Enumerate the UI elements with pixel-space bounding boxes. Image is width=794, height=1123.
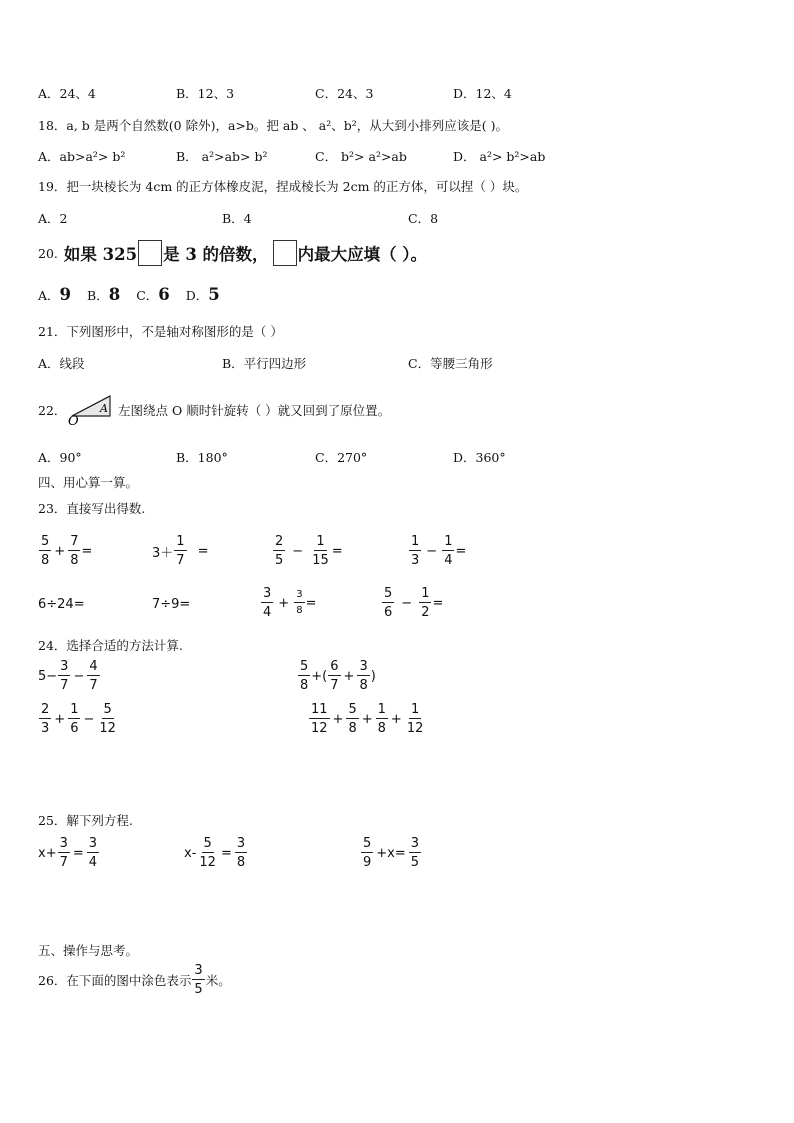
q22-option-a: A．90° [38,450,82,465]
q20-options [38,285,220,304]
q21-option-a: A．线段 [38,356,85,371]
q20-option-d-value: 5 [208,285,220,304]
q24-expr-1: 5− $\frac{3}{7}$ − $\frac{4}{7}$ [38,659,98,693]
q18-stem: 18．a, b 是两个自然数(0 除外)，a>b。把 ab 、 a²、b²，从大到小排列应该是( )。 [38,118,508,133]
q20-option-c-value: 6 [158,285,170,304]
q22-number: 22． [38,403,67,418]
rotation-figure-icon [66,390,116,426]
q23-expr-6: 7÷9= [152,597,191,612]
q22-option-b: B．180° [176,450,228,465]
q19-option-b: B．4 [222,211,252,226]
point-o-label: O [68,414,79,426]
q26-text-pre: 26．在下面的图中涂色表示 [38,973,192,988]
q23-stem: 23．直接写出得数. [38,501,146,516]
q20-stem [38,240,427,266]
q17-option-d: D．12、4 [453,86,512,101]
q20-number: 20. [38,245,58,261]
q26-text-post: 米。 [205,973,231,988]
point-a-label: A [100,402,108,415]
q19-option-a: A．2 [38,211,68,226]
q20-option-d-letter: D． [185,288,209,303]
q26-stem [38,964,231,996]
section-5-heading: 五、操作与思考。 [38,943,139,958]
q20-option-a-value: 9 [59,285,72,304]
q25-equation-1: x+ $\frac{3}{7}$ = $\frac{3}{4}$ [38,836,98,870]
q18-option-d: D． a²> b²>ab [453,149,546,164]
q20-option-c-letter: C． [136,288,159,303]
q23-expr-3: $\frac{2}{5}$ − $\frac{1}{15}$ = [275,534,343,568]
q20-text-1: 如果 325 [63,245,138,264]
q17-option-a: A．24、4 [38,86,96,101]
q20-option-b-value: 8 [108,285,121,304]
q20-text-2: 是 3 的倍数， [163,245,269,264]
q21-option-b: B．平行四边形 [222,356,307,371]
q25-equation-2: x- $\frac{5}{12}$ = $\frac{3}{8}$ [184,836,246,870]
q25-stem: 25．解下列方程. [38,813,133,828]
q24-expr-3: $\frac{2}{3}$ + $\frac{1}{6}$ − $\frac{5}{12}$ [41,702,116,736]
q18-option-a: A．ab>a²> b² [38,149,126,164]
q17-option-b: B．12、3 [176,86,235,101]
q17-option-c: C．24、3 [315,86,374,101]
q23-expr-2: 3＋ $\frac{1}{7}$ = [152,534,209,568]
q23-expr-4: $\frac{1}{3}$ − $\frac{1}{4}$ = [411,534,467,568]
section-4-heading: 四、用心算一算。 [38,475,139,490]
q22-option-d: D．360° [453,450,506,465]
q20-blank-box-2 [273,240,297,266]
q23-expr-8: $\frac{5}{6}$ − $\frac{1}{2}$ = [384,586,444,620]
q18-option-b: B． a²>ab> b² [176,149,268,164]
q20-option-b-letter: B． [87,288,109,303]
q20-option-a-letter: A． [38,288,60,303]
q22-stem: 左图绕点 O 顺时针旋转（ ）就又回到了原位置。 [118,403,391,418]
q24-expr-2: $\frac{5}{8}$ +( $\frac{6}{7}$ + $\frac{3}{8}$ ) [300,659,376,693]
q24-stem: 24．选择合适的方法计算. [38,638,183,653]
q19-stem: 19．把一块棱长为 4cm 的正方体橡皮泥，捏成棱长为 2cm 的正方体，可以捏（ ）块。 [38,179,528,194]
q23-expr-1: $\frac{5}{8}$ + $\frac{7}{8}$ = [41,534,93,568]
q20-text-3: 内最大应填（ ）。 [297,245,428,264]
q25-equation-3: $\frac{5}{9}$ +x= $\frac{3}{5}$ [363,836,420,870]
q18-option-c: C． b²> a²>ab [315,149,407,164]
q20-blank-box [138,240,162,266]
q23-expr-7: $\frac{3}{4}$ + $\frac{3}{8}$ = [263,586,317,620]
q24-expr-4: $\frac{11}{12}$ + $\frac{5}{8}$ + $\frac{1}{8}$ + $\frac{1}{12}$ [311,702,424,736]
q22-option-c: C．270° [315,450,368,465]
q19-option-c: C．8 [408,211,439,226]
q23-expr-5: 6÷24= [38,597,85,612]
q21-option-c: C．等腰三角形 [408,356,493,371]
q21-stem: 21．下列图形中，不是轴对称图形的是（ ） [38,324,283,339]
q26-fraction: $\frac{3}{5}$ [194,963,203,997]
